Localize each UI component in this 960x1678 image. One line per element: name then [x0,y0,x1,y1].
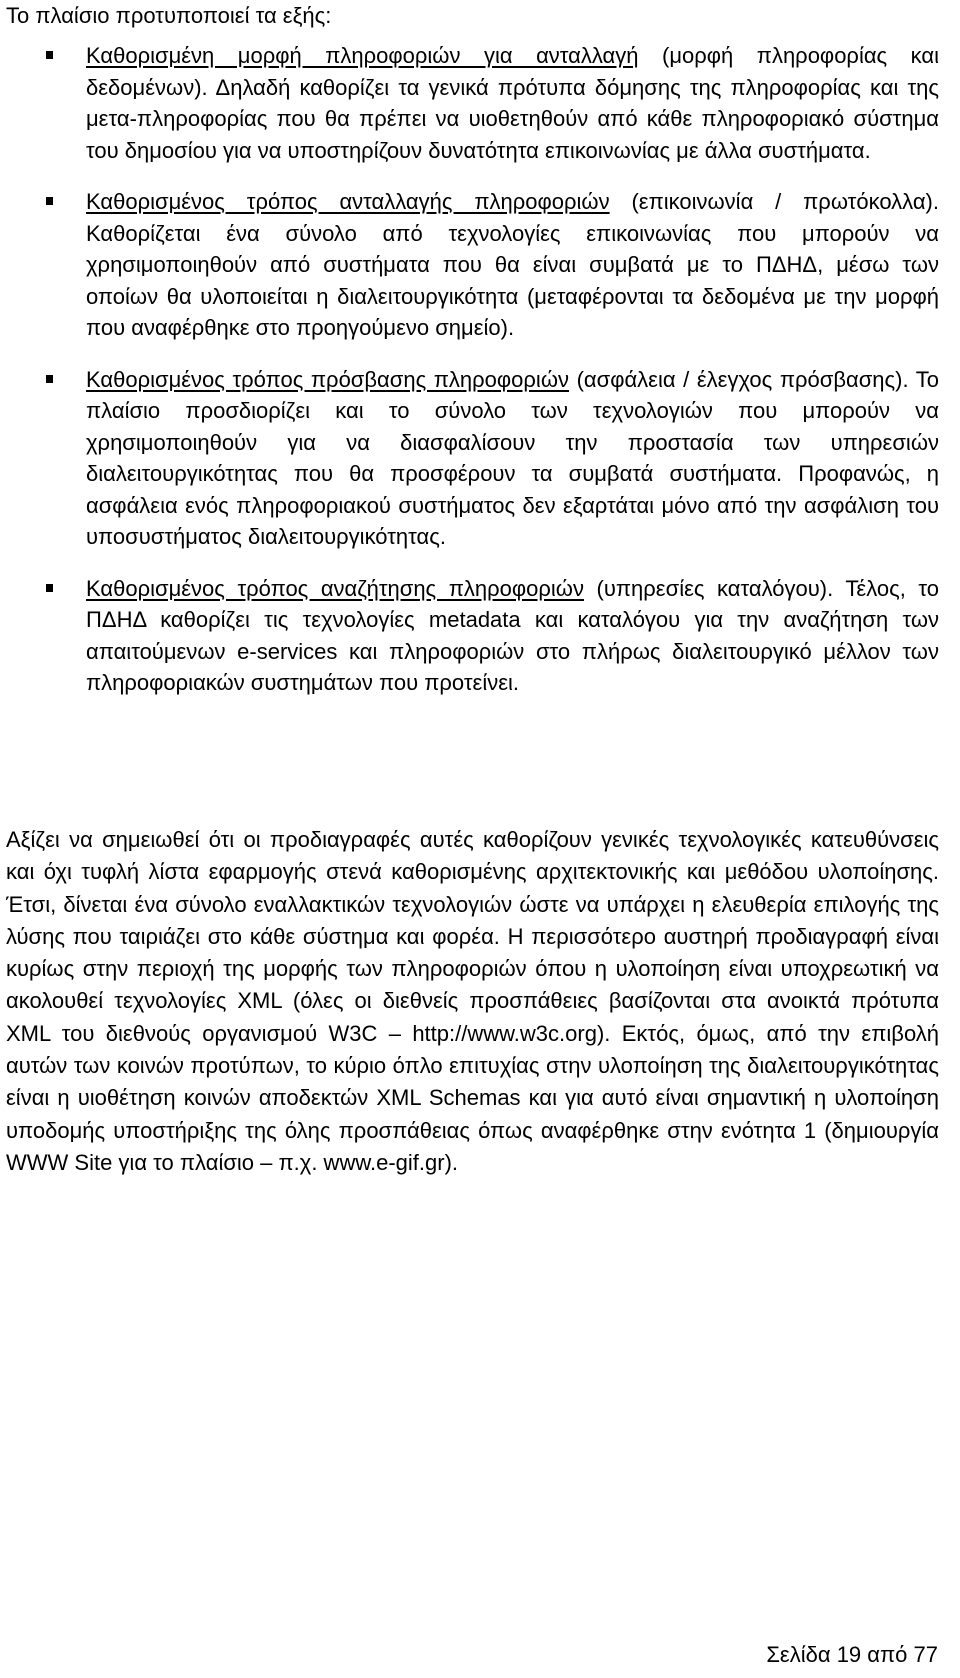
bullet-title: Καθορισμένη μορφή πληροφοριών για ανταλλαγή [86,43,639,68]
intro-text: Το πλαίσιο προτυποποιεί τα εξής: [6,3,332,28]
bullet-title: Καθορισμένος τρόπος πρόσβασης πληροφοριών [86,366,569,392]
bullet-list [0,40,960,719]
bullet-item-information-search [0,573,939,699]
bullet-title: Καθορισμένος τρόπος ανταλλαγής πληροφοριών [86,189,610,214]
square-bullet-icon [46,375,53,383]
bullet-text: (μορφή πληροφορίας και δεδομένων). Δηλαδή καθορίζει τα γενικά πρότυπα δόμησης της πληροφορίας και της μετα-πληροφορίας που θα πρέπει να υιοθετηθούν από κάθε πληροφοριακό σύστημα του δημοσίου για να υποστηρίζουν δυνατότητα επικοινωνίας με άλλα συστήματα. [86,43,939,163]
bullet-item-information-format [0,40,939,166]
bullet-text: (ασφάλεια / έλεγχος πρόσβασης). Το πλαίσιο προσδιορίζει και το σύνολο των τεχνολογιών που μπορούν να χρησιμοποιηθούν για να διασφαλίσουν την προστασία των υπηρεσιών διαλειτουργικότητας που θα προσφέρουν τα συμβατά συστήματα. Προφανώς, η ασφάλεια ενός πληροφοριακού συστήματος δεν εξαρτάται μόνο από την ασφάλιση του υποσυστήματος διαλειτουργικότητας. [86,366,940,549]
square-bullet-icon [46,51,53,59]
bullet-title: Καθορισμένος τρόπος αναζήτησης πληροφοριών [86,575,584,601]
square-bullet-icon [46,584,53,592]
bullet-text: (υπηρεσίες καταλόγου). Τέλος, το ΠΔΗΔ καθορίζει τις τεχνολογίες metadata και καταλόγου για την αναζήτηση των απαιτούμενων e-services και πληροφοριών στο πλήρως διαλειτουργικό μέλλον των πληροφοριακών συστημάτων που προτείνει. [86,575,939,695]
square-bullet-icon [46,197,53,205]
bullet-item-information-access [0,364,939,553]
closing-paragraph: Αξίζει να σημειωθεί ότι οι προδιαγραφές αυτές καθορίζουν γενικές τεχνολογικές κατευθύνσεις και όχι τυφλή λίστα εφαρμογής στενά καθορισμένης αρχιτεκτονικής και μεθόδου υλοποίησης. Έτσι, δίνεται ένα σύνολο εναλλακτικών τεχνολογιών ώστε να υπάρχει η ελευθερία επιλογής της λύσης που ταιριάζει στο κάθε σύστημα και φορέα. Η περισσότερο αυστηρή προδιαγραφή είναι κυρίως στην περιοχή της μορφής των πληροφοριών όπου η υλοποίηση είναι υποχρεωτική να ακολουθεί τεχνολογίες XML (όλες οι διεθνείς προσπάθειες βασίζονται στα ανοικτά πρότυπα XML του διεθνούς οργανισμού W3C – http://www.w3c.org). Εκτός, όμως, από την επιβολή αυτών των κοινών προτύπων, το κύριο όπλο επιτυχίας στην υλοποίηση της διαλειτουργικότητας είναι η υιοθέτηση κοινών αποδεκτών XML Schemas και για αυτό είναι σημαντική η υλοποίηση υποδομής υποστήριξης της όλης προσπάθειας όπως αναφέρθηκε στην ενότητα 1 (δημιουργία WWW Site για το πλαίσιο – π.χ. www.e-gif.gr). [6,827,939,1175]
bullet-item-information-exchange [0,186,939,344]
page-number-footer: Σελίδα 19 από 77 [766,1642,938,1667]
bullet-text: (επικοινωνία / πρωτόκολλα). Καθορίζεται ένα σύνολο από τεχνολογίες επικοινωνίας που μπορούν να χρησιμοποιηθούν από συστήματα που θα είναι συμβατά με το ΠΔΗΔ, μέσω των οποίων θα υλοποιείται η διαλειτουργικότητα (μεταφέρονται τα δεδομένα με την μορφή που αναφέρθηκε στο προηγούμενο σημείο). [86,189,939,340]
